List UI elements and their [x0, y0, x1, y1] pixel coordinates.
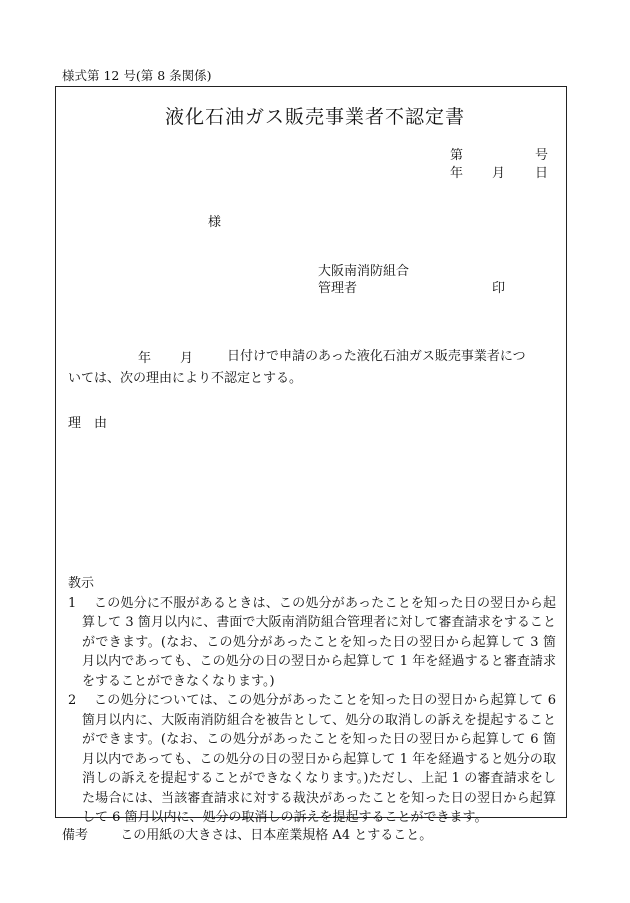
instruction-number: 1 [68, 595, 77, 611]
seal-mark: 印 [492, 281, 506, 296]
date-day: 日 [535, 166, 549, 181]
issuer-title: 管理者 [318, 281, 358, 296]
date-year: 年 [450, 166, 464, 181]
body-year: 年 [138, 351, 152, 366]
remarks-text: この用紙の大きさは、日本産業規格 A4 とすること。 [120, 828, 433, 843]
instruction-text: この処分については、この処分があったことを知った日の翌日から起算して 6 箇月以内に、大阪南消防組合を被告として、処分の取消しの訴えを提起することができます。(なお、この処分があったことを知った日の翌日から起算して 6 箇月以内であっても、この処分の日の翌日から起算して 1 年を経過すると処分の取消しの訴えを提起することができなくなります。)ただし、上記 1 の審査請求をした場合には、当該審査請求に対する裁決があったことを知った日の翌日から起算して 6 箇月以内に、処分の取消しの訴えを提起することができます。 [82, 693, 556, 825]
body-text-second: いては、次の理由により不認定とする。 [68, 371, 303, 386]
document-title: 液化石油ガス販売事業者不認定書 [164, 106, 465, 128]
instruction-text: この処分に不服があるときは、この処分があったことを知った日の翌日から起算して 3 箇月以内に、書面で大阪南消防組合管理者に対して審査請求をすることができます。(なお、この処分があったことを知った日の翌日から起算して 3 箇月以内であっても、この処分の日の翌日から起算して 1 年を経過すると審査請求をすることができなくなります。) [82, 595, 556, 689]
remarks [62, 824, 432, 843]
instructions-heading: 教示 [68, 576, 95, 591]
addressee-suffix: 様 [208, 215, 222, 230]
issuer-organization: 大阪南消防組合 [318, 264, 410, 279]
instruction-item [68, 594, 556, 692]
body-month: 月 [180, 351, 194, 366]
body-text-first: 日付けで申請のあった液化石油ガス販売事業者につ [227, 349, 526, 364]
form-number: 様式第 12 号(第 8 条関係) [62, 68, 212, 83]
instructions [68, 574, 556, 828]
remarks-label: 備考 [62, 828, 89, 843]
date-month: 月 [492, 166, 506, 181]
number-prefix: 第 [450, 148, 464, 163]
number-suffix: 号 [535, 148, 549, 163]
instruction-item [68, 691, 556, 828]
instruction-number: 2 [68, 693, 77, 708]
reason-label: 理 由 [68, 416, 108, 431]
